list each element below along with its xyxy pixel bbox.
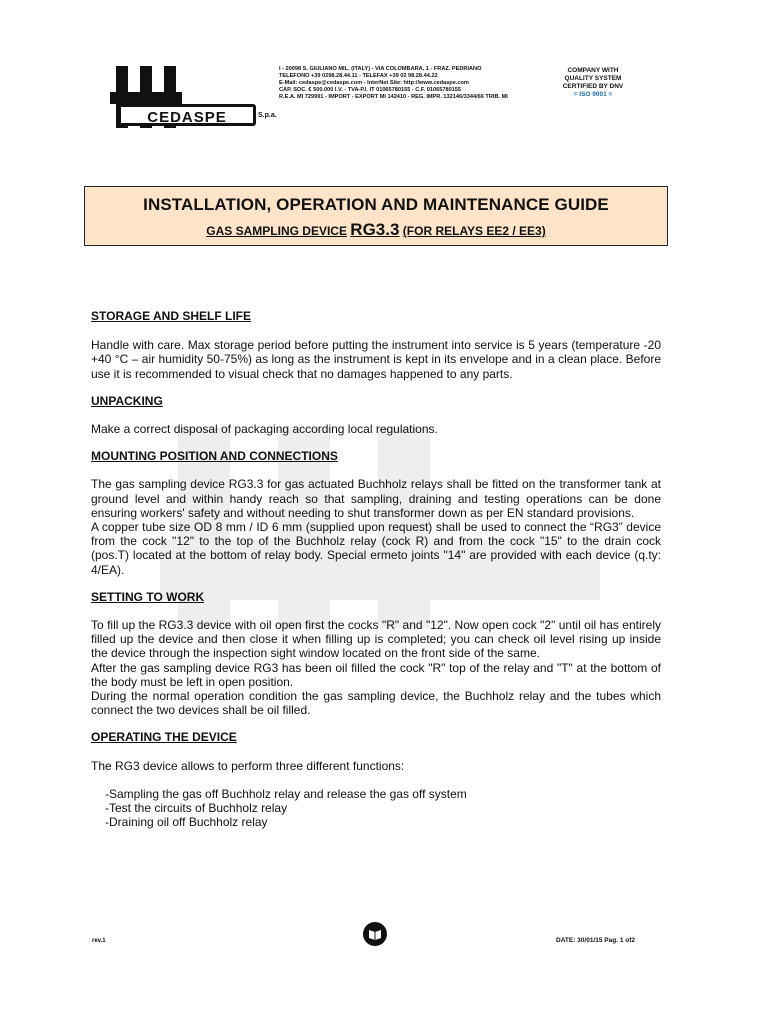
address-line: I - 20098 S. GIULIANO MIL. (ITALY) - VIA COLOMBARA, 1 - FRAZ. PEDRIANO (279, 66, 482, 72)
quality-certification (548, 67, 638, 99)
unpacking-paragraph: Make a correct disposal of packaging according local regulations. (91, 422, 438, 437)
list-item: -Sampling the gas off Buchholz relay and release the gas off system (105, 786, 467, 801)
company-address (279, 66, 519, 101)
cert-line: QUALITY SYSTEM (564, 75, 622, 82)
cert-line: CERTIFIED BY DNV (562, 83, 624, 90)
document-body (91, 309, 661, 829)
address-line: E-Mail: cedaspe@cedaspe.com - InterNet Site: http://www.cedaspe.com (279, 80, 469, 86)
section-heading-setting: SETTING TO WORK (91, 589, 205, 604)
setting-paragraph-1: To fill up the RG3.3 device with oil open first the cocks "R" and "12". Now open cock "2" until oil has entirely filled up the device and then close it when filling up is completed; you can check oil level rising up inside the device through the inspection sight window located on the front side of the same. (91, 618, 661, 661)
list-item: -Draining oil off Buchholz relay (105, 815, 268, 830)
subtitle-prefix: GAS SAMPLING DEVICE (206, 224, 347, 238)
iso-label: = ISO 9001 = (573, 91, 613, 98)
date-page-label: DATE: 30/01/15 Pag. 1 of2 (556, 937, 635, 944)
functions-list (91, 787, 661, 830)
section-heading-storage: STORAGE AND SHELF LIFE (91, 309, 252, 323)
book-icon (363, 922, 387, 946)
section-heading-unpacking: UNPACKING (91, 393, 163, 408)
section-heading-mounting: MOUNTING POSITION AND CONNECTIONS (91, 449, 338, 464)
section-heading-operating: OPERATING THE DEVICE (91, 730, 237, 745)
subtitle-suffix: (FOR RELAYS EE2 / EE3) (402, 224, 546, 238)
address-line: CAP. SOC. € 500.000 I.V. - TVA-P.I. IT 01065780155 - C.F. 01065780155 (279, 87, 462, 93)
mounting-paragraph-1: The gas sampling device RG3.3 for gas actuated Buchholz relays shall be fitted on the transformer tank at ground level and within handy reach so that sampling, draining and testing operations can be done ensuring workers' safety and without needing to shut transformer down as per EN standard provisions. (91, 477, 661, 520)
mounting-paragraph-2: A copper tube size OD 8 mm / ID 6 mm (supplied upon request) shall be used to connect the “RG3” device from the cock "12" to the top of the Buchholz relay (cock R) and from the cock "15" to the drain cock (pos.T) located at the bottom of relay body. Special ermeto joints "14" are provided with each device (q.ty: 4/EA). (91, 520, 661, 577)
address-line: R.E.A. MI 729991 - IMPORT - EXPORT MI 142410 - REG. IMPR. 132146/3344/66 TRIB. MI (279, 94, 508, 100)
company-logo (110, 66, 280, 130)
list-item: -Test the circuits of Buchholz relay (105, 801, 288, 816)
cert-line: COMPANY WITH (567, 67, 619, 74)
storage-paragraph: Handle with care. Max storage period before putting the instrument into service is 5 years (temperature -20 +40 °C – air humidity 50-75%) as long as the instrument is kept in its envelope and in a clean place. Before use it is recommended to visual check that no damages happened to any parts. (91, 338, 661, 381)
setting-paragraph-3: During the normal operation condition the gas sampling device, the Buchholz relay and the tubes which connect the two devices shall be oil filled. (91, 689, 661, 718)
title-box (84, 186, 668, 246)
document-subtitle (85, 220, 667, 240)
logo-text: CEDASPE (118, 104, 256, 126)
operating-paragraph: The RG3 device allows to perform three different functions: (91, 758, 405, 773)
setting-paragraph-2: After the gas sampling device RG3 has been oil filled the cock "R" top of the relay and "T" at the bottom of the body must be left in open position. (91, 660, 661, 689)
subtitle-model: RG3.3 (350, 220, 400, 239)
address-line: TELEFONO +39 0298.28.44.11 - TELEFAX +39 02 98.28.44.22 (279, 73, 438, 79)
revision-label: rev.1 (92, 938, 106, 944)
logo-suffix: S.p.a. (258, 112, 277, 119)
document-title: INSTALLATION, OPERATION AND MAINTENANCE GUIDE (143, 195, 609, 214)
